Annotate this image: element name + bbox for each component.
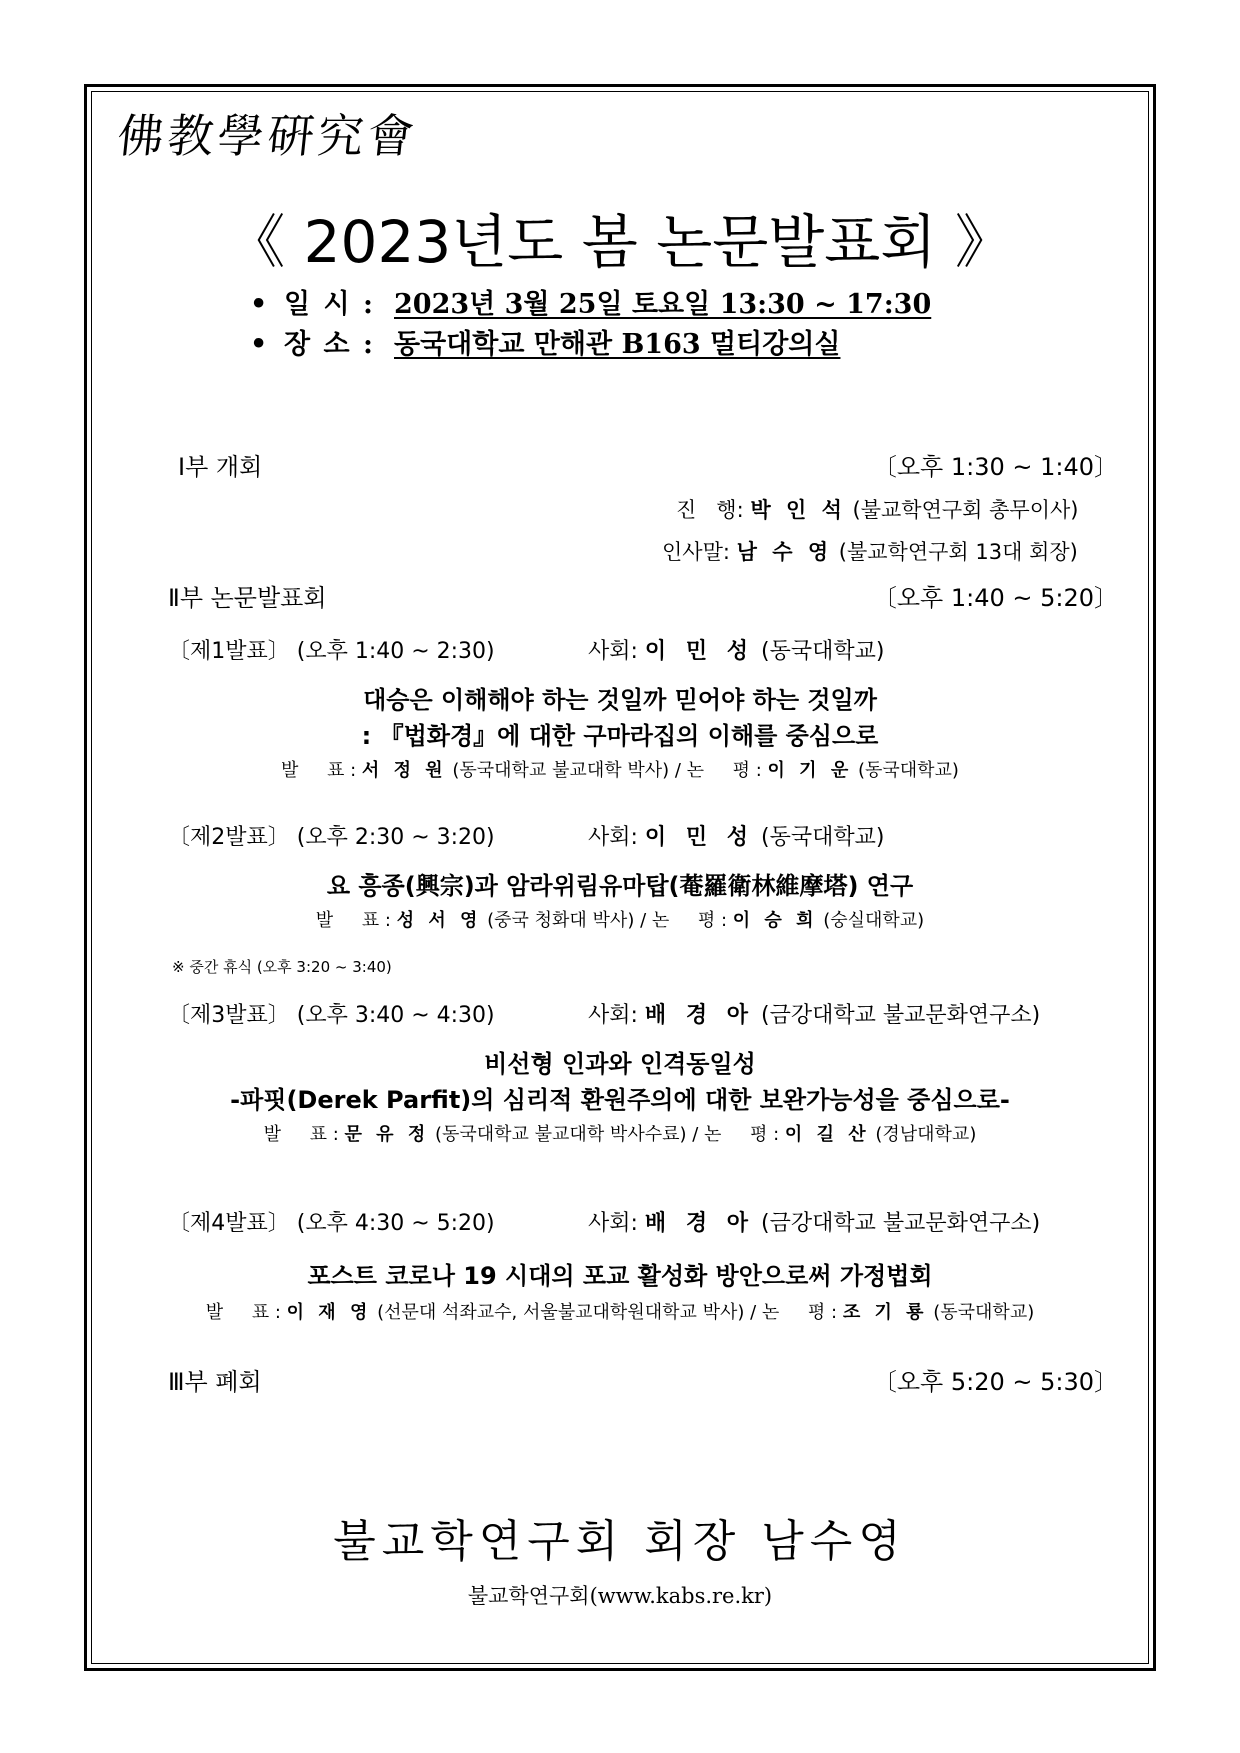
- presenter-name: 문 유 정: [344, 1124, 430, 1145]
- presenter-name: 성 서 영: [396, 910, 482, 931]
- presenter-affil: (동국대학교 불교대학 박사) / 논 평 :: [452, 760, 762, 781]
- part2-time: 〔오후 1:40 ~ 5:20〕: [872, 584, 1118, 612]
- reviewer-name: 조 기 룡: [842, 1302, 928, 1323]
- presentation3-presenter-line: [0, 1120, 1240, 1146]
- part1-label: Ⅰ부 개회: [178, 453, 263, 481]
- presentation4-moderator: [588, 1206, 1040, 1237]
- part3-time: 〔오후 5:20 ~ 5:30〕: [872, 1368, 1118, 1396]
- moderator-label: 사회:: [588, 825, 638, 850]
- moderator-label: 사회:: [588, 1003, 638, 1028]
- reviewer-affil: (경남대학교): [875, 1124, 977, 1145]
- presentation3-title-line2: -파핏(Derek Parfit)의 심리적 환원주의에 대한 보완가능성을 중심으로-: [230, 1086, 1010, 1114]
- moderator-affil: (금강대학교 불교문화연구소): [761, 1003, 1041, 1028]
- moderator-label: 사회:: [588, 1211, 638, 1236]
- bullet-icon: •: [250, 289, 268, 320]
- presentation4-presenter-line: [0, 1298, 1240, 1324]
- presenter-label: 발 표 :: [281, 760, 357, 781]
- part1-role-greeting: [662, 536, 1078, 566]
- reviewer-name: 이 길 산: [784, 1124, 870, 1145]
- presenter-affil: (선문대 석좌교수, 서울불교대학원대학교 박사) / 논 평 :: [377, 1302, 838, 1323]
- presentation2-title: 요 흥종(興宗)과 암라위림유마탑(菴羅衛林維摩塔) 연구: [326, 872, 914, 900]
- moderator-name: 이 민 성: [644, 825, 754, 850]
- part3-label: Ⅲ부 폐회: [168, 1368, 262, 1396]
- presenter-label: 발 표 :: [263, 1124, 339, 1145]
- moderator-name: 배 경 아: [644, 1003, 754, 1028]
- role-name: 박 인 석: [750, 498, 846, 522]
- reviewer-affil: (숭실대학교): [823, 910, 925, 931]
- role-affil: (불교학연구회 13대 회장): [838, 540, 1078, 564]
- presentation3-title-line1: 비선형 인과와 인격동일성: [484, 1050, 756, 1078]
- role-label: 인사말:: [662, 540, 730, 564]
- presenter-affil: (중국 청화대 박사) / 논 평 :: [487, 910, 728, 931]
- footer-signature: 불교학연구회 회장 남수영: [333, 1516, 907, 1567]
- presentation4-title: 포스트 코로나 19 시대의 포교 활성화 방안으로써 가정법회: [307, 1262, 933, 1290]
- presentation1-title-line2: : 『법화경』에 대한 구마라집의 이해를 중심으로: [361, 722, 879, 750]
- role-label: 진 행:: [676, 498, 744, 522]
- moderator-name: 이 민 성: [644, 639, 754, 664]
- moderator-name: 배 경 아: [644, 1211, 754, 1236]
- presentation1-title-line1: 대승은 이해해야 하는 것일까 믿어야 하는 것일까: [363, 686, 877, 714]
- bullet-icon: •: [250, 329, 268, 360]
- presentation3-moderator: [588, 998, 1040, 1029]
- role-name: 남 수 영: [736, 540, 833, 564]
- presentation3-head: 〔제3발표〕 (오후 3:40 ~ 4:30): [168, 1003, 495, 1028]
- info-venue-label: 장 소 :: [284, 329, 375, 360]
- presentation1-presenter-line: [0, 756, 1240, 782]
- moderator-affil: (동국대학교): [761, 639, 885, 664]
- presentation2-head: 〔제2발표〕 (오후 2:30 ~ 3:20): [168, 825, 495, 850]
- presenter-affil: (동국대학교 불교대학 박사수료) / 논 평 :: [434, 1124, 780, 1145]
- part2-label: Ⅱ부 논문발표회: [168, 584, 327, 612]
- reviewer-affil: (동국대학교): [933, 1302, 1035, 1323]
- info-venue-value: 동국대학교 만해관 B163 멀티강의실: [394, 329, 841, 360]
- presentation2-moderator: [588, 820, 884, 851]
- presenter-name: 이 재 영: [286, 1302, 372, 1323]
- presentation4-head: 〔제4발표〕 (오후 4:30 ~ 5:20): [168, 1211, 495, 1236]
- presenter-label: 발 표 :: [205, 1302, 281, 1323]
- info-date-row: [250, 282, 931, 321]
- reviewer-name: 이 승 희: [732, 910, 818, 931]
- presentation1-moderator: [588, 634, 884, 665]
- moderator-label: 사회:: [588, 639, 638, 664]
- presentation1-head: 〔제1발표〕 (오후 1:40 ~ 2:30): [168, 639, 495, 664]
- reviewer-name: 이 기 운: [767, 760, 853, 781]
- page-title: 《 2023년도 봄 논문발표회 》: [227, 208, 1013, 276]
- footer-website: 불교학연구회(www.kabs.re.kr): [467, 1584, 773, 1608]
- reviewer-affil: (동국대학교): [857, 760, 959, 781]
- presentation2-presenter-line: [0, 906, 1240, 932]
- presenter-name: 서 정 원: [361, 760, 447, 781]
- role-affil: (불교학연구회 총무이사): [852, 498, 1079, 522]
- info-venue-row: [250, 322, 840, 361]
- society-logo: 佛教學硏究會: [114, 109, 421, 163]
- presenter-label: 발 표 :: [315, 910, 391, 931]
- part1-role-host: [676, 494, 1078, 524]
- info-date-label: 일 시 :: [284, 289, 375, 320]
- break-note: ※ 중간 휴식 (오후 3:20 ~ 3:40): [172, 958, 392, 976]
- part1-time: 〔오후 1:30 ~ 1:40〕: [872, 453, 1118, 481]
- info-date-value: 2023년 3월 25일 토요일 13:30 ~ 17:30: [394, 289, 932, 320]
- moderator-affil: (동국대학교): [761, 825, 885, 850]
- moderator-affil: (금강대학교 불교문화연구소): [761, 1211, 1041, 1236]
